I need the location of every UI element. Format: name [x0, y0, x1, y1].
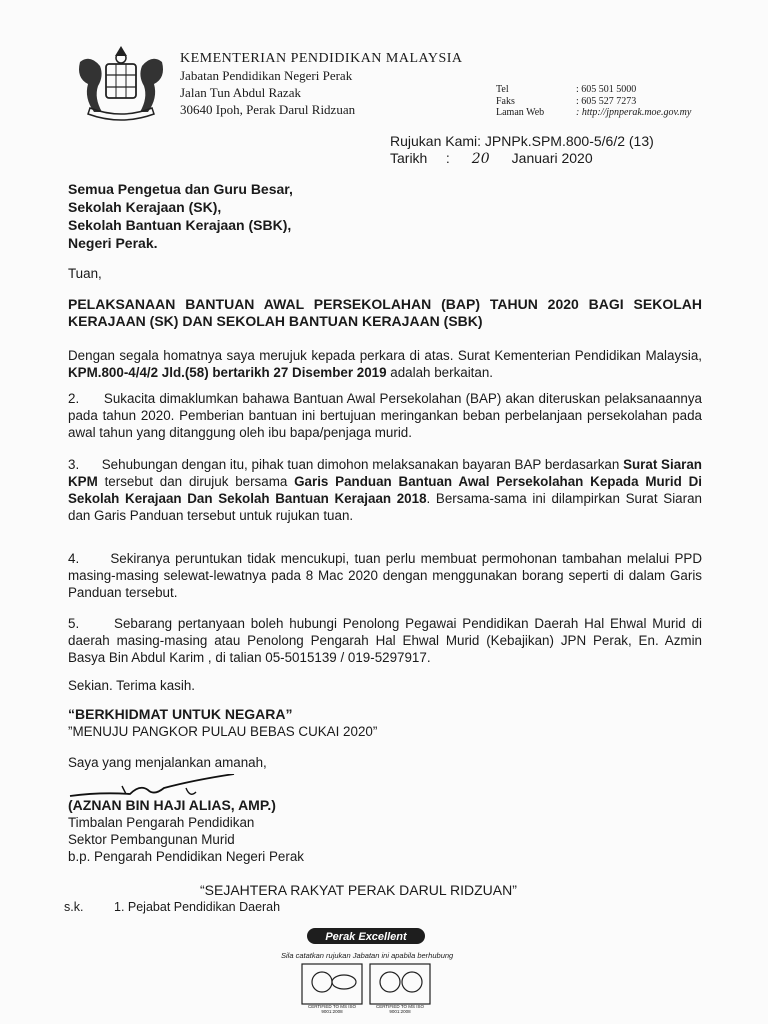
iso-cert-badge	[368, 962, 432, 1014]
tarikh-separator: :	[445, 150, 450, 166]
tarikh-label: Tarikh	[390, 150, 428, 166]
signer-title: b.p. Pengarah Pendidikan Negeri Perak	[68, 849, 304, 864]
text-run: 3. Sehubungan dengan itu, pihak tuan dimohon melaksanakan bayaran BAP berdasarkan	[68, 457, 624, 472]
contact-label: Faks	[496, 95, 515, 107]
closing-thanks: Sekian. Terima kasih.	[68, 678, 196, 693]
paragraph-3	[68, 456, 702, 524]
cert-caption: CERTIFIED TO MS ISO 9001:2008	[307, 1004, 356, 1014]
paragraph-5: 5. Sebarang pertanyaan boleh hubungi Penolong Pegawai Pendidikan Daerah Hal Ehwal Murid di daerah masing-masing atau Penolong Pengarah Hal Ehwal Murid (Kebajikan) JPN Perak, En. Azmin Basya Bin Abdul Karim , di talian 05-5015139 / 019-5297917.	[68, 616, 702, 665]
tarikh-day-handwritten: 20	[471, 151, 490, 167]
text-run-bold: Garis Panduan Bantuan Awal Persekolahan Kepada Murid Di Sekolah Kerajaan Dan Sekolah Bantuan Kerajaan 2018	[68, 474, 702, 506]
contact-label: Laman Web	[496, 107, 545, 118]
contact-value: : 605 501 5000	[576, 84, 637, 95]
signer-block	[68, 797, 702, 865]
reference-note: Sila catatkan rujukan Jabatan ini apabila berhubung	[281, 951, 454, 960]
city-address: 30640 Ipoh, Perak Darul Ridzuan	[180, 102, 356, 117]
department-name: Jabatan Pendidikan Negeri Perak	[180, 68, 353, 83]
ministry-address-block	[180, 50, 463, 118]
ministry-name: KEMENTERIAN PENDIDIKAN MALAYSIA	[180, 51, 463, 66]
motto-secondary: ”MENUJU PANGKOR PULAU BEBAS CUKAI 2020”	[68, 724, 378, 739]
text-run: Dengan segala homatnya saya merujuk kepada perkara di atas. Surat Kementerian Pendidikan Malaysia,	[68, 348, 702, 363]
contact-label: Tel	[496, 84, 509, 95]
reference-block	[390, 133, 654, 168]
text-run-bold: Surat Siaran KPM	[68, 457, 702, 489]
text-run: . Bersama-sama ini dilampirkan Surat Siaran dan Garis Panduan tersebut untuk rujukan tuan.	[68, 491, 702, 523]
contact-row-tel	[496, 84, 691, 96]
signer-name: (AZNAN BIN HAJI ALIAS, AMP.)	[68, 797, 276, 813]
copy-to-item: 1. Pejabat Pendidikan Daerah	[114, 900, 281, 914]
subject-heading: PELAKSANAAN BANTUAN AWAL PERSEKOLAHAN (BAP) TAHUN 2020 BAGI SEKOLAH KERAJAAN (SK) DAN SEKOLAH BANTUAN KERAJAAN (SBK)	[68, 296, 702, 329]
contact-block	[496, 84, 691, 119]
signer-title: Timbalan Pengarah Pendidikan	[68, 815, 255, 830]
addressee-block	[68, 180, 702, 252]
signoff-line: Saya yang menjalankan amanah,	[68, 755, 267, 770]
cert-caption: CERTIFIED TO MS ISO 9001:2008	[375, 1004, 424, 1014]
contact-row-web	[496, 107, 691, 119]
paragraph-intro	[68, 347, 702, 381]
addressee-line: Sekolah Bantuan Kerajaan (SBK),	[68, 217, 292, 233]
rujukan-line: Rujukan Kami: JPNPk.SPM.800-5/6/2 (13)	[390, 133, 654, 149]
state-motto: “SEJAHTERA RAKYAT PERAK DARUL RIDZUAN”	[200, 882, 517, 898]
paragraph-4: 4. Sekiranya peruntukan tidak mencukupi, tuan perlu membuat permohonan tambahan melalui PPD masing-masing selewat-lewatnya pada 8 Mac 2020 dengan menggunakan borang seperti di dalam Garis Panduan tersebut.	[68, 551, 702, 600]
perak-excellent-logo	[307, 927, 425, 945]
salutation: Tuan,	[68, 266, 102, 281]
tarikh-line	[390, 150, 654, 168]
tarikh-month-year: Januari 2020	[511, 150, 593, 166]
copy-to-label: s.k.	[64, 900, 84, 914]
text-run: adalah berkaitan.	[386, 365, 494, 380]
text-run-bold: KPM.800-4/4/2 Jld.(58) bertarikh 27 Disember 2019	[68, 365, 387, 380]
contact-row-fax	[496, 96, 691, 108]
text-run: tersebut dan dirujuk bersama	[97, 474, 295, 489]
copy-to-line	[64, 900, 280, 914]
addressee-line: Semua Pengetua dan Guru Besar,	[68, 181, 293, 197]
street-address: Jalan Tun Abdul Razak	[180, 85, 301, 100]
iso-cert-badge	[300, 962, 364, 1014]
paragraph-2: 2. Sukacita dimaklumkan bahawa Bantuan Awal Persekolahan (BAP) akan diteruskan pelaksanaannya pada tahun 2020. Pemberian bantuan ini bertujuan meringankan beban perbelanjaan persekolahan pada awal tahun yang ditanggung oleh ibu bapa/penjaga murid.	[68, 391, 702, 440]
addressee-line: Sekolah Kerajaan (SK),	[68, 199, 222, 215]
addressee-line: Negeri Perak.	[68, 235, 158, 251]
certification-icon	[300, 962, 364, 1006]
contact-value: : 605 527 7273	[576, 95, 637, 107]
signer-title: Sektor Pembangunan Murid	[68, 832, 235, 847]
motto-primary: “BERKHIDMAT UNTUK NEGARA”	[68, 706, 293, 722]
contact-website[interactable]: : http://jpnperak.moe.gov.my	[576, 107, 692, 118]
malaysia-coat-of-arms-icon	[72, 42, 170, 122]
certification-icon	[368, 962, 432, 1006]
logo-text: Perak Excellent	[325, 931, 407, 943]
